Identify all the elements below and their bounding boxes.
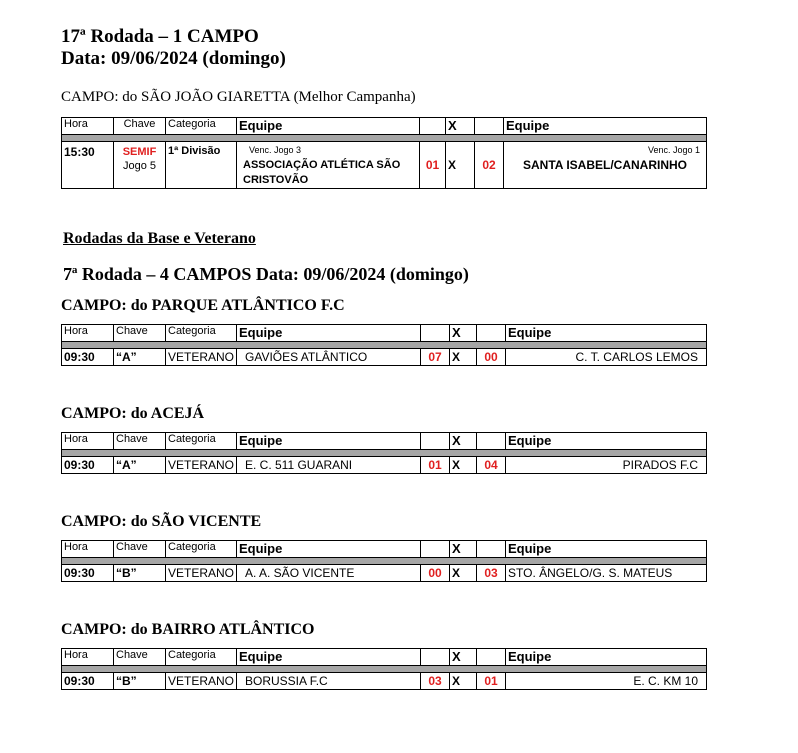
home-team-line2: CRISTOVÃO [243,174,309,186]
away-team-cell [504,142,707,189]
separator-bar [62,450,707,457]
field-title-sao-vicente: CAMPO: do SÃO VICENTE [61,513,262,530]
col-categoria: Categoria [166,118,237,135]
separator-bar [62,666,707,673]
away-team-name: SANTA ISABEL/CANARINHO [523,158,687,172]
col-chave: Chave [114,118,166,135]
match-time: 09:30 [62,565,114,582]
col-categoria: Categoria [166,325,237,342]
base-section-title: Rodadas da Base e Veterano [63,230,256,247]
home-team-note: Venc. Jogo 3 [249,145,302,155]
separator-bar [62,135,707,142]
home-score: 01 [420,142,446,189]
home-score: 01 [421,457,450,474]
match-category: VETERANO [166,673,237,690]
away-team-note: Venc. Jogo 1 [647,145,700,155]
col-equipe-away: Equipe [506,649,707,666]
home-team-name: GAVIÕES ATLÂNTICO [237,349,421,366]
separator-bar [62,558,707,565]
main-match-table [61,117,707,189]
col-hora: Hora [62,541,114,558]
versus-mark: X [450,349,477,366]
home-team-name: A. A. SÃO VICENTE [237,565,421,582]
col-hora: Hora [62,433,114,450]
col-equipe-home: Equipe [237,649,421,666]
round-title: 17ª Rodada – 1 CAMPO [61,26,259,47]
col-hora: Hora [62,118,114,135]
col-categoria: Categoria [166,649,237,666]
col-equipe-away: Equipe [506,541,707,558]
col-chave: Chave [114,649,166,666]
match-table-sao-vicente [61,540,707,582]
col-hora: Hora [62,325,114,342]
separator-bar [62,342,707,349]
col-x: X [450,541,477,558]
match-game-number: Jogo 5 [122,160,157,172]
field-title-main: CAMPO: do SÃO JOÃO GIARETTA (Melhor Campanha) [61,89,416,105]
col-x: X [450,649,477,666]
col-x: X [446,118,475,135]
col-hora: Hora [62,649,114,666]
col-equipe-home: Equipe [237,325,421,342]
col-equipe-home: Equipe [237,118,420,135]
home-team-name: E. C. 511 GUARANI [237,457,421,474]
col-chave: Chave [114,433,166,450]
versus-mark: X [450,673,477,690]
col-x: X [450,325,477,342]
col-equipe-away: Equipe [504,118,707,135]
col-equipe-home: Equipe [237,541,421,558]
col-x: X [450,433,477,450]
versus-mark: X [450,565,477,582]
match-stage: SEMIF [122,146,157,158]
match-category: VETERANO [166,457,237,474]
home-score: 00 [421,565,450,582]
away-team-name: STO. ÂNGELO/G. S. MATEUS [506,565,707,582]
versus-mark: X [450,457,477,474]
round-date: Data: 09/06/2024 (domingo) [61,48,286,69]
col-categoria: Categoria [166,541,237,558]
away-score: 01 [477,673,506,690]
match-group: “B” [114,565,166,582]
match-time: 09:30 [62,673,114,690]
col-chave: Chave [114,325,166,342]
field-title-bairro-atlantico: CAMPO: do BAIRRO ATLÂNTICO [61,621,315,638]
away-score: 03 [477,565,506,582]
away-team-name: C. T. CARLOS LEMOS [506,349,707,366]
field-title-parque-atlantico: CAMPO: do PARQUE ATLÂNTICO F.C [61,297,345,314]
home-score: 03 [421,673,450,690]
col-equipe-away: Equipe [506,325,707,342]
home-score: 07 [421,349,450,366]
home-team-cell [237,142,420,189]
home-team-line1: ASSOCIAÇÃO ATLÉTICA SÃO [243,159,401,171]
field-title-aceja: CAMPO: do ACEJÁ [61,405,205,422]
home-team-name: BORUSSIA F.C [237,673,421,690]
versus-mark: X [446,142,475,189]
match-group: “A” [114,349,166,366]
away-team-name: PIRADOS F.C [506,457,707,474]
match-time: 09:30 [62,457,114,474]
away-score: 02 [475,142,504,189]
col-chave: Chave [114,541,166,558]
match-category: 1ª Divisão [166,142,237,189]
away-team-name: E. C. KM 10 [506,673,707,690]
match-category: VETERANO [166,349,237,366]
away-score: 04 [477,457,506,474]
col-categoria: Categoria [166,433,237,450]
match-group: “A” [114,457,166,474]
match-time: 15:30 [62,142,114,189]
match-table-aceja [61,432,707,474]
match-group: “B” [114,673,166,690]
away-score: 00 [477,349,506,366]
match-category: VETERANO [166,565,237,582]
col-equipe-away: Equipe [506,433,707,450]
col-equipe-home: Equipe [237,433,421,450]
match-table-parque-atlantico [61,324,707,366]
match-time: 09:30 [62,349,114,366]
match-group [114,142,166,189]
base-round-title: 7ª Rodada – 4 CAMPOS Data: 09/06/2024 (domingo) [63,264,469,284]
match-table-bairro-atlantico [61,648,707,690]
